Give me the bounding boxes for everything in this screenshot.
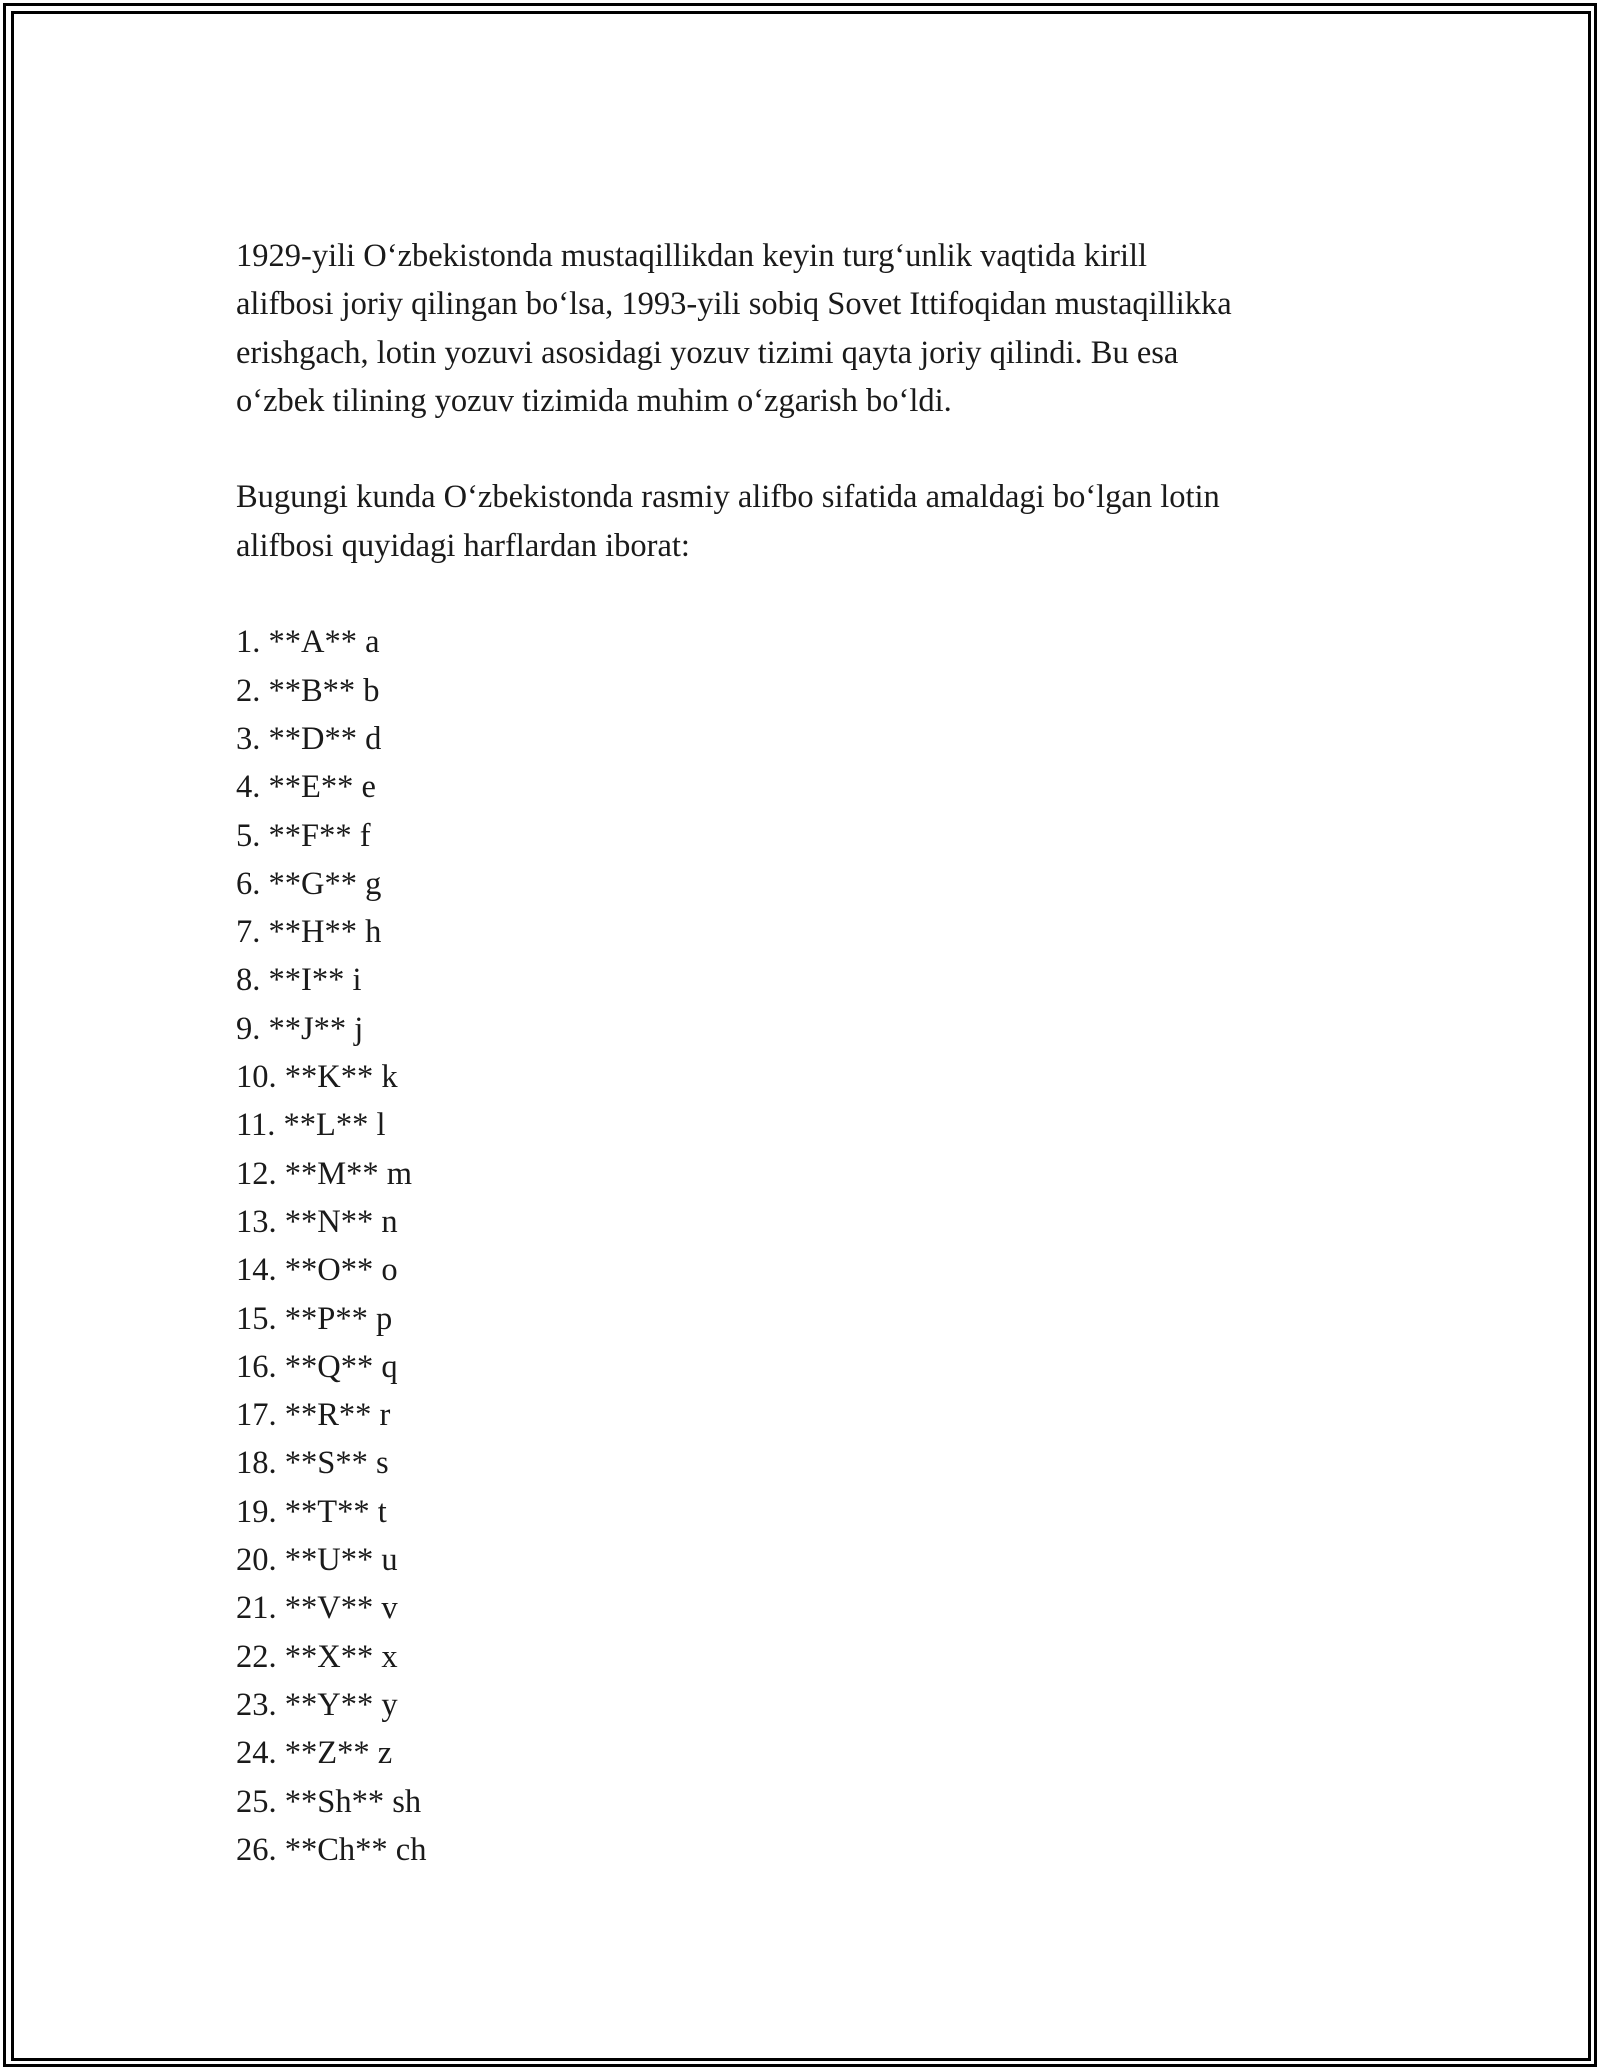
list-item: 3. **D** d (236, 720, 382, 757)
list-item: 21. **V** v (236, 1590, 398, 1627)
alphabet-intro-paragraph: Bugungi kunda O‘zbekistonda rasmiy alifbo sifatida amaldagi bo‘lgan lotin alifbosi quyidagi harflardan iborat: (236, 479, 1220, 564)
list-item: 10. **K** k (236, 1059, 398, 1096)
list-item: 4. **E** e (236, 769, 376, 806)
list-item: 8. **I** i (236, 962, 362, 999)
list-item: 19. **T** t (236, 1493, 387, 1530)
list-item: 6. **G** g (236, 865, 382, 902)
list-item: 11. **L** l (236, 1107, 386, 1144)
list-item: 17. **R** r (236, 1397, 391, 1434)
list-item: 22. **X** x (236, 1638, 398, 1675)
intro-paragraph: 1929-yili O‘zbekistonda mustaqillikdan keyin turg‘unlik vaqtida kirill alifbosi joriy qilingan bo‘lsa, 1993-yili sobiq Sovet Ittifoqidan mustaqillikka erishgach, lotin yozuvi asosidagi yozuv tizimi qayta joriy qilindi. Bu esa o‘zbek tilining yozuv tizimida muhim o‘zgarish bo‘ldi. (236, 238, 1232, 419)
list-item: 16. **Q** q (236, 1348, 398, 1385)
list-item: 5. **F** f (236, 817, 371, 854)
list-item: 1. **A** a (236, 624, 380, 661)
list-item: 12. **M** m (236, 1155, 413, 1192)
list-item: 23. **Y** y (236, 1686, 398, 1723)
list-item: 2. **B** b (236, 672, 380, 709)
list-item: 7. **H** h (236, 914, 382, 951)
list-item: 9. **J** j (236, 1010, 364, 1047)
alphabet-letter-list (236, 618, 1386, 1874)
list-item: 15. **P** p (236, 1300, 393, 1337)
list-item: 18. **S** s (236, 1445, 389, 1482)
list-item: 13. **N** n (236, 1203, 398, 1240)
list-item: 14. **O** o (236, 1252, 398, 1289)
list-item: 20. **U** u (236, 1542, 398, 1579)
document-body (236, 232, 1386, 1874)
list-item: 25. **Sh** sh (236, 1783, 422, 1820)
list-item: 24. **Z** z (236, 1735, 393, 1772)
list-item: 26. **Ch** ch (236, 1831, 427, 1868)
